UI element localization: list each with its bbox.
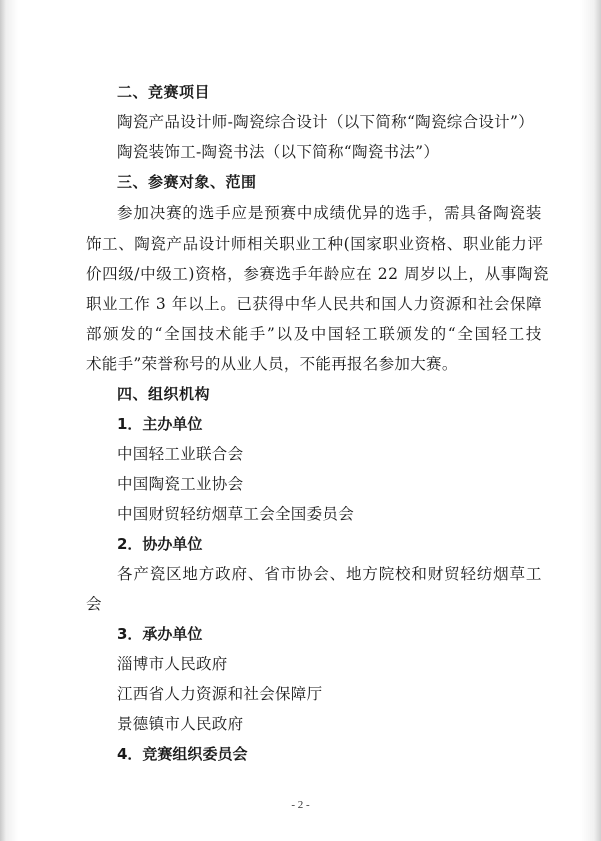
paragraph-line: 术能手”荣誉称号的从业人员，不能再报名参加大赛。 [86,355,458,373]
paragraph-line: 部颁发的“全国技术能手”以及中国轻工联颁发的“全国轻工技 [86,325,542,343]
organization-name: 淄博市人民政府 [117,655,228,673]
organization-name: 景德镇市人民政府 [117,715,244,733]
paragraph-line: 陶瓷装饰工-陶瓷书法（以下简称“陶瓷书法”） [117,143,440,161]
paragraph-line: 各产瓷区地方政府、省市协会、地方院校和财贸轻纺烟草工 [117,565,542,583]
subheading-co-organizers: 2．协办单位 [117,535,203,553]
section-heading-competition-items: 二、竞赛项目 [117,83,211,101]
subheading-organizing-committee: 4．竞赛组织委员会 [117,745,248,763]
page-number: - 2 - [291,799,310,811]
paragraph-line: 饰工、陶瓷产品设计师相关职业工种(国家职业资格、职业能力评 [86,235,544,253]
paragraph-line: 会 [86,595,102,613]
organization-name: 中国财贸轻纺烟草工会全国委员会 [117,505,355,523]
paragraph-line: 价四级/中级工)资格，参赛选手年龄应在 22 周岁以上，从事陶瓷 [86,265,550,283]
subheading-undertaking-units: 3．承办单位 [117,625,203,643]
section-heading-organization: 四、组织机构 [117,385,211,403]
organization-name: 中国轻工业联合会 [117,445,244,463]
paragraph-line: 参加决赛的选手应是预赛中成绩优异的选手，需具备陶瓷装 [117,204,542,222]
paragraph-line: 陶瓷产品设计师-陶瓷综合设计（以下简称“陶瓷综合设计”） [117,113,534,131]
subheading-host-units: 1．主办单位 [117,415,203,433]
organization-name: 江西省人力资源和社会保障厅 [117,685,323,703]
paragraph-line: 职业工作 3 年以上。已获得中华人民共和国人力资源和社会保障 [86,295,543,313]
section-heading-participants: 三、参赛对象、范围 [117,173,257,191]
organization-name: 中国陶瓷工业协会 [117,475,244,493]
